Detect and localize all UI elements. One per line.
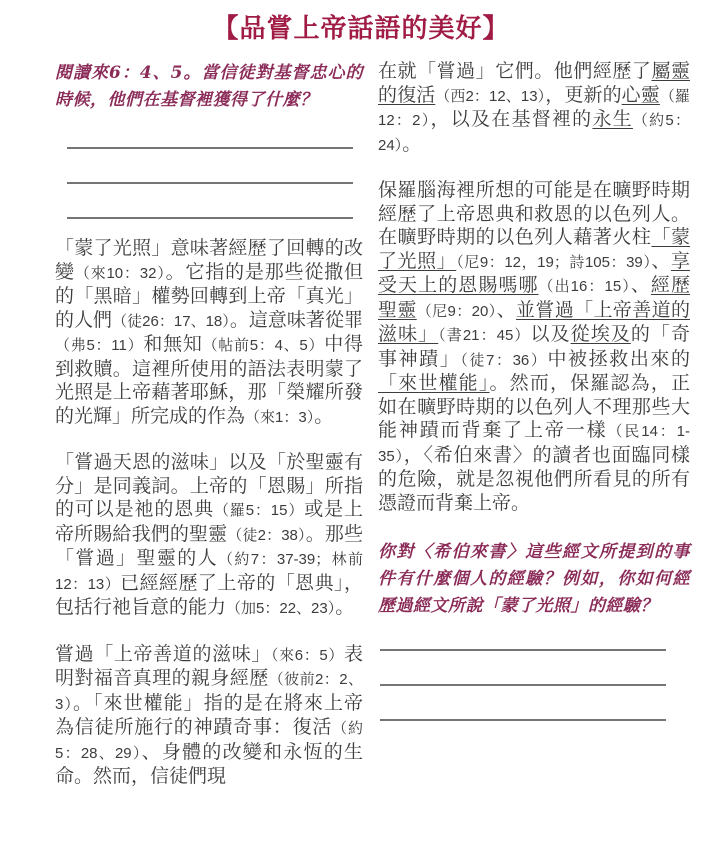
paragraph	[55, 643, 363, 789]
right-column	[378, 60, 690, 789]
underlined-phrase: 並嘗過「上帝善道的滋味」	[378, 299, 690, 345]
text-segment: 。這意味著從罪	[229, 309, 363, 331]
scripture-citation: （西2：12、13）	[435, 87, 546, 105]
scripture-citation: （徒2：38）	[227, 526, 306, 544]
answer-line	[67, 182, 353, 184]
text-segment: 。然而，保羅認為，正如在曠野時期的以色列人不理那些大能神蹟而背棄了上帝一樣	[378, 373, 690, 441]
text-segment: 。	[402, 133, 422, 155]
underlined-phrase: 「來世權能」	[378, 373, 490, 394]
text-segment: 、	[496, 299, 516, 321]
text-segment: 。「來世權能」指的是在將來上帝為信徒所施行的神蹟奇事：復活	[55, 692, 363, 738]
text-segment: 。那些「嘗過」聖靈的人	[55, 523, 363, 569]
scripture-citation: （加5：22、23）	[226, 600, 336, 617]
right-answer-lines	[380, 649, 666, 721]
text-segment: 或是上帝所賜給我們的聖靈	[55, 499, 363, 545]
scripture-citation: （民14：1-35）	[378, 423, 690, 465]
text-segment: 中被拯救出來的	[547, 348, 690, 370]
study-question-bottom: 你對〈希伯來書〉這些經文所提到的事件有什麼個人的經驗？例如，你如何經歷過經文所說「蒙了光照」的經驗？	[378, 542, 690, 616]
text-segment: 、身體的改變和永恆的生命。然而，信徒們現	[55, 741, 363, 787]
scripture-citation: （尼9：20）	[416, 302, 497, 320]
right-paragraphs	[378, 60, 690, 515]
page-title: 【品嘗上帝話語的美好】	[212, 13, 510, 43]
underlined-phrase: 經歷聖靈	[378, 275, 690, 321]
text-segment: 「蒙了光照」意味著經歷了回轉的改變	[55, 238, 363, 283]
underlined-phrase: 從埃及	[570, 324, 631, 345]
scripture-citation: （約5：24）	[378, 112, 690, 154]
left-paragraphs	[55, 237, 363, 789]
text-segment: 嘗過「上帝善道的滋味」	[55, 643, 271, 665]
underlined-phrase: 永生	[592, 109, 633, 130]
scripture-citation: （徒7：36）	[460, 351, 548, 369]
text-segment: 、	[630, 275, 651, 296]
content-columns	[0, 45, 722, 789]
text-segment: 「嘗過天恩的滋味」以及「於聖靈有分」是同義詞。上帝的「恩賜」所指的可以是祂的恩典	[55, 452, 363, 520]
text-segment: 在就「嘗過」它們。他們經歷了	[378, 61, 652, 82]
scripture-citation: （約5：28、29）	[55, 720, 363, 762]
scripture-citation: （書21：45）	[438, 327, 531, 344]
text-segment: ，以及在基督裡的	[430, 109, 593, 130]
answer-line	[67, 217, 353, 219]
text-segment: 中得到救贖。這裡所使用的語法表明蒙了光照是上帝藉著耶穌，那「榮耀所發的光輝」所完成的作為	[55, 334, 363, 427]
left-column	[55, 60, 363, 789]
paragraph	[55, 451, 363, 621]
text-segment: 表明對福音真理的親身經歷	[55, 643, 363, 689]
text-segment: 。	[335, 597, 355, 618]
text-segment: 已經經歷了上帝的「恩典」，包括行祂旨意的能力	[55, 572, 363, 618]
scripture-citation: （來6：5）	[270, 646, 344, 664]
paragraph	[378, 60, 690, 157]
text-segment: ，更新的	[545, 84, 622, 106]
scripture-citation: （弗5：11）	[55, 337, 144, 354]
left-answer-lines	[67, 147, 353, 219]
scripture-citation: （羅5：15）	[213, 502, 305, 519]
scripture-citation: （尼9：12，19；詩105：39）	[456, 253, 652, 271]
text-segment: 。	[314, 405, 334, 427]
underlined-phrase: 心靈	[621, 84, 660, 106]
study-question-top: 閱讀來6：4、5。當信徒對基督忠心的時候，他們在基督裡獲得了什麼？	[55, 63, 363, 110]
scripture-citation: （帖前5：4、5）	[202, 337, 325, 354]
scripture-citation: （約7：37-39；林前12：13）	[55, 551, 363, 593]
scripture-citation: （徒26：17、18）	[112, 312, 230, 330]
answer-line	[380, 649, 666, 651]
paragraph	[378, 179, 690, 515]
scripture-citation: （羅12：2）	[378, 87, 690, 129]
paragraph	[55, 237, 363, 429]
scripture-citation: （彼前2：2、3）	[55, 671, 363, 713]
answer-line	[67, 147, 353, 149]
scripture-citation: （來1：3）	[245, 408, 315, 426]
text-segment: 保羅腦海裡所想的可能是在曠野時期經歷了上帝恩典和救恩的以色列人。在曠野時期的以色列人藉著火柱	[378, 180, 690, 248]
text-segment: ，〈希伯來書〉的讀者也面臨同樣的危險，就是忽視他們所看見的所有憑證而背棄上帝。	[378, 444, 690, 514]
text-segment: 。它指的是那些從撒但的「黑暗」權勢回轉到上帝「真光」的人們	[55, 261, 363, 331]
text-segment: 的「奇事神蹟」	[378, 324, 690, 370]
answer-line	[380, 719, 666, 721]
text-segment: 、	[651, 250, 671, 272]
answer-line	[380, 684, 666, 686]
scripture-citation: （來10：32）	[74, 264, 166, 282]
underlined-phrase: 屬靈的復活	[378, 61, 690, 106]
text-segment: 和無知	[143, 334, 203, 355]
underlined-phrase: 「蒙了光照」	[378, 227, 690, 272]
text-segment: 以及	[530, 324, 571, 345]
scripture-citation: （出16：15）	[538, 278, 631, 295]
underlined-phrase: 享受天上的恩賜嗎哪	[378, 250, 690, 296]
